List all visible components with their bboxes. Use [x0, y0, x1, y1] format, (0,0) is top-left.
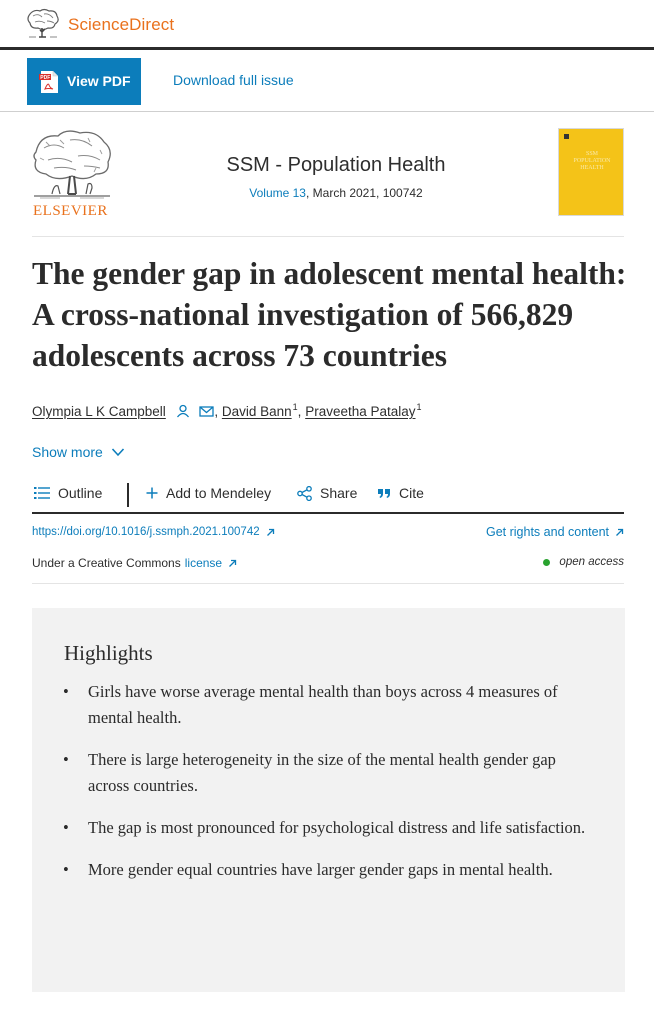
- highlight-item: • Girls have worse average mental health than boys across 4 measures of mental health.: [60, 679, 592, 731]
- journal-title[interactable]: SSM - Population Health: [226, 154, 446, 176]
- open-access-label: open access: [559, 556, 624, 568]
- plus-icon: [146, 487, 158, 499]
- bullet-icon: •: [63, 860, 69, 879]
- quote-icon: [377, 487, 391, 499]
- highlight-item: • There is large heterogeneity in the size of the mental health gender gap across countries.: [60, 747, 592, 799]
- view-pdf-label: View PDF: [67, 73, 131, 89]
- outline-label: Outline: [58, 485, 103, 501]
- top-header: [0, 0, 654, 48]
- add-to-mendeley-label: Add to Mendeley: [166, 485, 272, 501]
- chevron-down-icon: [111, 447, 125, 457]
- pdf-badge-text: PDF: [40, 75, 51, 81]
- highlights-heading: Highlights: [64, 641, 153, 665]
- view-pdf-button[interactable]: [27, 58, 141, 105]
- highlight-item: • The gap is most pronounced for psychological distress and life satisfaction.: [60, 815, 592, 841]
- rights-and-content-link[interactable]: [486, 525, 624, 539]
- issue-date: , March 2021, 100742: [305, 186, 423, 200]
- author-affiliation-mark: 1: [416, 402, 422, 412]
- cover-title-text: SSM POPULATION HEALTH: [573, 151, 611, 171]
- show-more-label: Show more: [32, 444, 103, 460]
- cover-corner-mark: [564, 134, 569, 139]
- add-to-mendeley-button[interactable]: [146, 485, 271, 501]
- person-icon[interactable]: [176, 404, 190, 418]
- license-statement: [32, 556, 237, 570]
- doi-text: https://doi.org/10.1016/j.ssmph.2021.100742: [32, 526, 260, 538]
- author-link-2[interactable]: David Bann: [221, 404, 292, 419]
- share-icon: [297, 486, 312, 501]
- sciencedirect-brand[interactable]: ScienceDirect: [68, 15, 175, 34]
- meta-divider: [32, 583, 624, 584]
- external-link-icon: [266, 528, 275, 537]
- cite-label: Cite: [399, 485, 424, 501]
- external-link-icon: [615, 528, 624, 537]
- highlight-item: • More gender equal countries have larger gender gaps in mental health.: [60, 857, 592, 883]
- action-bar: [0, 50, 654, 112]
- rights-text: Get rights and content: [486, 525, 609, 539]
- license-link-text: license: [184, 556, 223, 570]
- journal-cover[interactable]: [558, 128, 624, 216]
- journal-issue-info: [156, 186, 516, 200]
- journal-divider: [32, 236, 624, 237]
- sciencedirect-tree-logo-icon[interactable]: [26, 8, 60, 40]
- elsevier-wordmark: ELSEVIER: [33, 203, 108, 219]
- list-icon: [34, 486, 50, 500]
- share-button[interactable]: [297, 485, 357, 501]
- pdf-file-icon: [39, 70, 60, 94]
- bullet-icon: •: [63, 818, 69, 837]
- bullet-icon: •: [63, 682, 69, 701]
- elsevier-tree-logo-icon[interactable]: [30, 128, 114, 202]
- author-list: [32, 402, 422, 419]
- author-affiliation-mark: 1: [292, 402, 298, 412]
- open-access-dot-icon: [543, 559, 550, 566]
- license-prefix: Under a Creative Commons: [32, 556, 181, 570]
- article-toolbar: [32, 478, 624, 514]
- highlights-list: [60, 679, 592, 899]
- outline-button[interactable]: [34, 485, 102, 501]
- show-more-button[interactable]: [32, 444, 125, 460]
- author-link-1[interactable]: Olympia L K Campbell: [32, 404, 166, 419]
- open-access-badge: [543, 556, 624, 568]
- download-full-issue-link[interactable]: Download full issue: [173, 72, 294, 88]
- bullet-icon: •: [63, 750, 69, 769]
- cite-button[interactable]: [377, 485, 424, 501]
- article-title: The gender gap in adolescent mental health: A cross-national investigation of 566,829 adolescents across 73 countries: [32, 256, 627, 373]
- volume-link[interactable]: Volume 13: [249, 186, 306, 200]
- author-link-3[interactable]: Praveetha Patalay: [305, 404, 416, 419]
- author-separator: ,: [297, 404, 306, 419]
- envelope-icon[interactable]: [199, 404, 214, 418]
- toolbar-separator: [127, 483, 129, 507]
- highlights-box: [32, 608, 625, 992]
- external-link-icon: [228, 559, 237, 568]
- author-separator: ,: [214, 404, 222, 419]
- license-link[interactable]: [185, 556, 237, 570]
- share-label: Share: [320, 485, 358, 501]
- doi-link[interactable]: [32, 526, 275, 538]
